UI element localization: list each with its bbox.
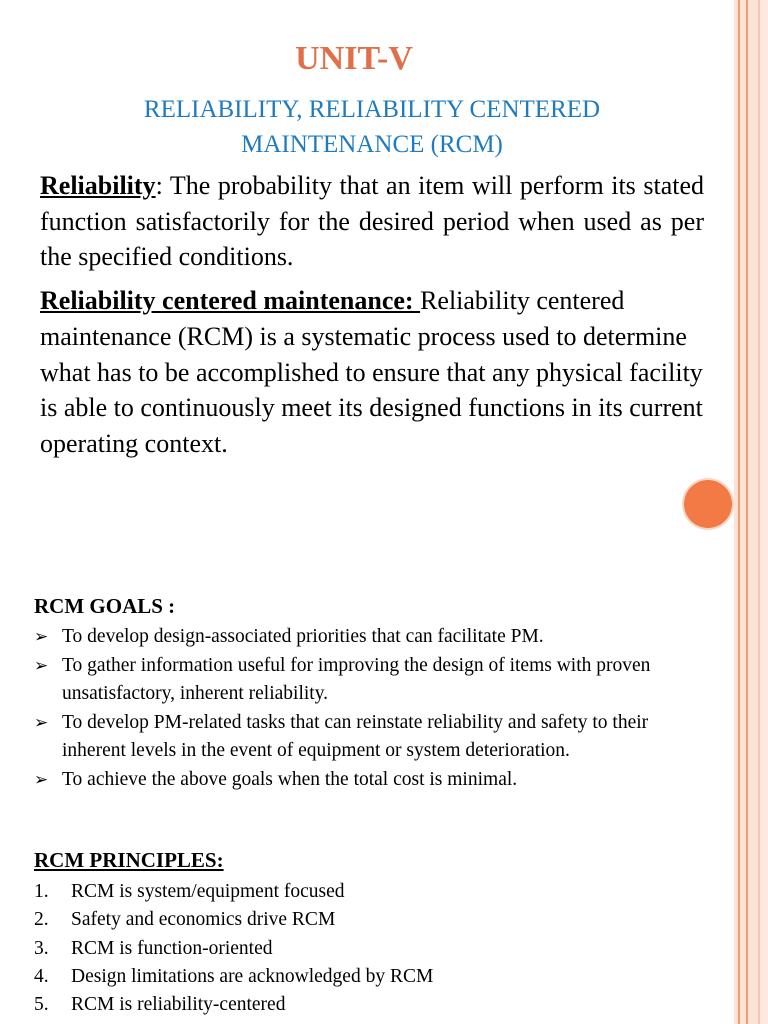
reliability-definition (40, 168, 704, 275)
list-item (34, 963, 714, 991)
definition-term: Reliability (40, 171, 156, 200)
decorative-side-stripes (734, 0, 768, 1024)
subtitle-line-1: RELIABILITY, RELIABILITY CENTERED (143, 96, 601, 123)
list-item (34, 906, 714, 934)
definition-separator: : (155, 171, 163, 200)
list-item (34, 623, 714, 652)
definition-text: The probability that an item will perform its stated function satisfactorily for the desired period when used as per the specified conditions. (40, 171, 704, 271)
list-item (34, 991, 714, 1019)
goal-text: To achieve the above goals when the total cost is minimal. (62, 768, 518, 790)
arrow-bullet-icon: ➢ (34, 712, 49, 732)
item-number: 4. (34, 965, 49, 987)
page-subtitle (40, 92, 704, 162)
goal-text: To gather information useful for improving the design of items with proven unsatisfactory, inherent reliability. (62, 654, 651, 704)
unit-title: UNIT-V (295, 40, 413, 77)
arrow-bullet-icon: ➢ (34, 655, 49, 675)
definition-term: Reliability centered maintenance: (40, 286, 421, 315)
list-item (34, 709, 714, 766)
goal-text: To develop design-associated priorities that can facilitate PM. (62, 626, 544, 647)
item-number: 5. (34, 994, 49, 1016)
arrow-bullet-icon: ➢ (34, 627, 49, 646)
goals-list (34, 623, 714, 794)
principle-text: Safety and economics drive RCM (71, 909, 336, 931)
list-item (34, 878, 714, 906)
item-number: 1. (34, 881, 49, 902)
rcm-definition (40, 283, 704, 462)
list-item (34, 935, 714, 963)
goal-text: To develop PM-related tasks that can reinstate reliability and safety to their inherent levels in the event of equipment or system deterioration. (62, 711, 649, 761)
principles-heading: RCM PRINCIPLES: (34, 848, 224, 872)
item-number: 3. (34, 937, 49, 959)
principle-text: RCM is reliability-centered (71, 994, 286, 1016)
principle-text: RCM is system/equipment focused (71, 881, 345, 902)
definition-text: Reliability centered maintenance (RCM) is a systematic process used to determine what has to be accomplished to ensure that any physical facility is able to continuously meet its designed functions in its current operating context. (40, 286, 703, 459)
orange-circle-decoration (684, 480, 732, 528)
list-item (34, 766, 714, 795)
principle-text: Design limitations are acknowledged by RCM (71, 965, 434, 987)
principle-text: RCM is function-oriented (71, 937, 273, 959)
subtitle-line-2: MAINTENANCE (RCM) (241, 131, 503, 158)
arrow-bullet-icon: ➢ (34, 769, 49, 789)
goals-heading: RCM GOALS : (34, 594, 176, 618)
list-item (34, 652, 714, 709)
item-number: 2. (34, 909, 49, 931)
principles-list (34, 878, 714, 1019)
